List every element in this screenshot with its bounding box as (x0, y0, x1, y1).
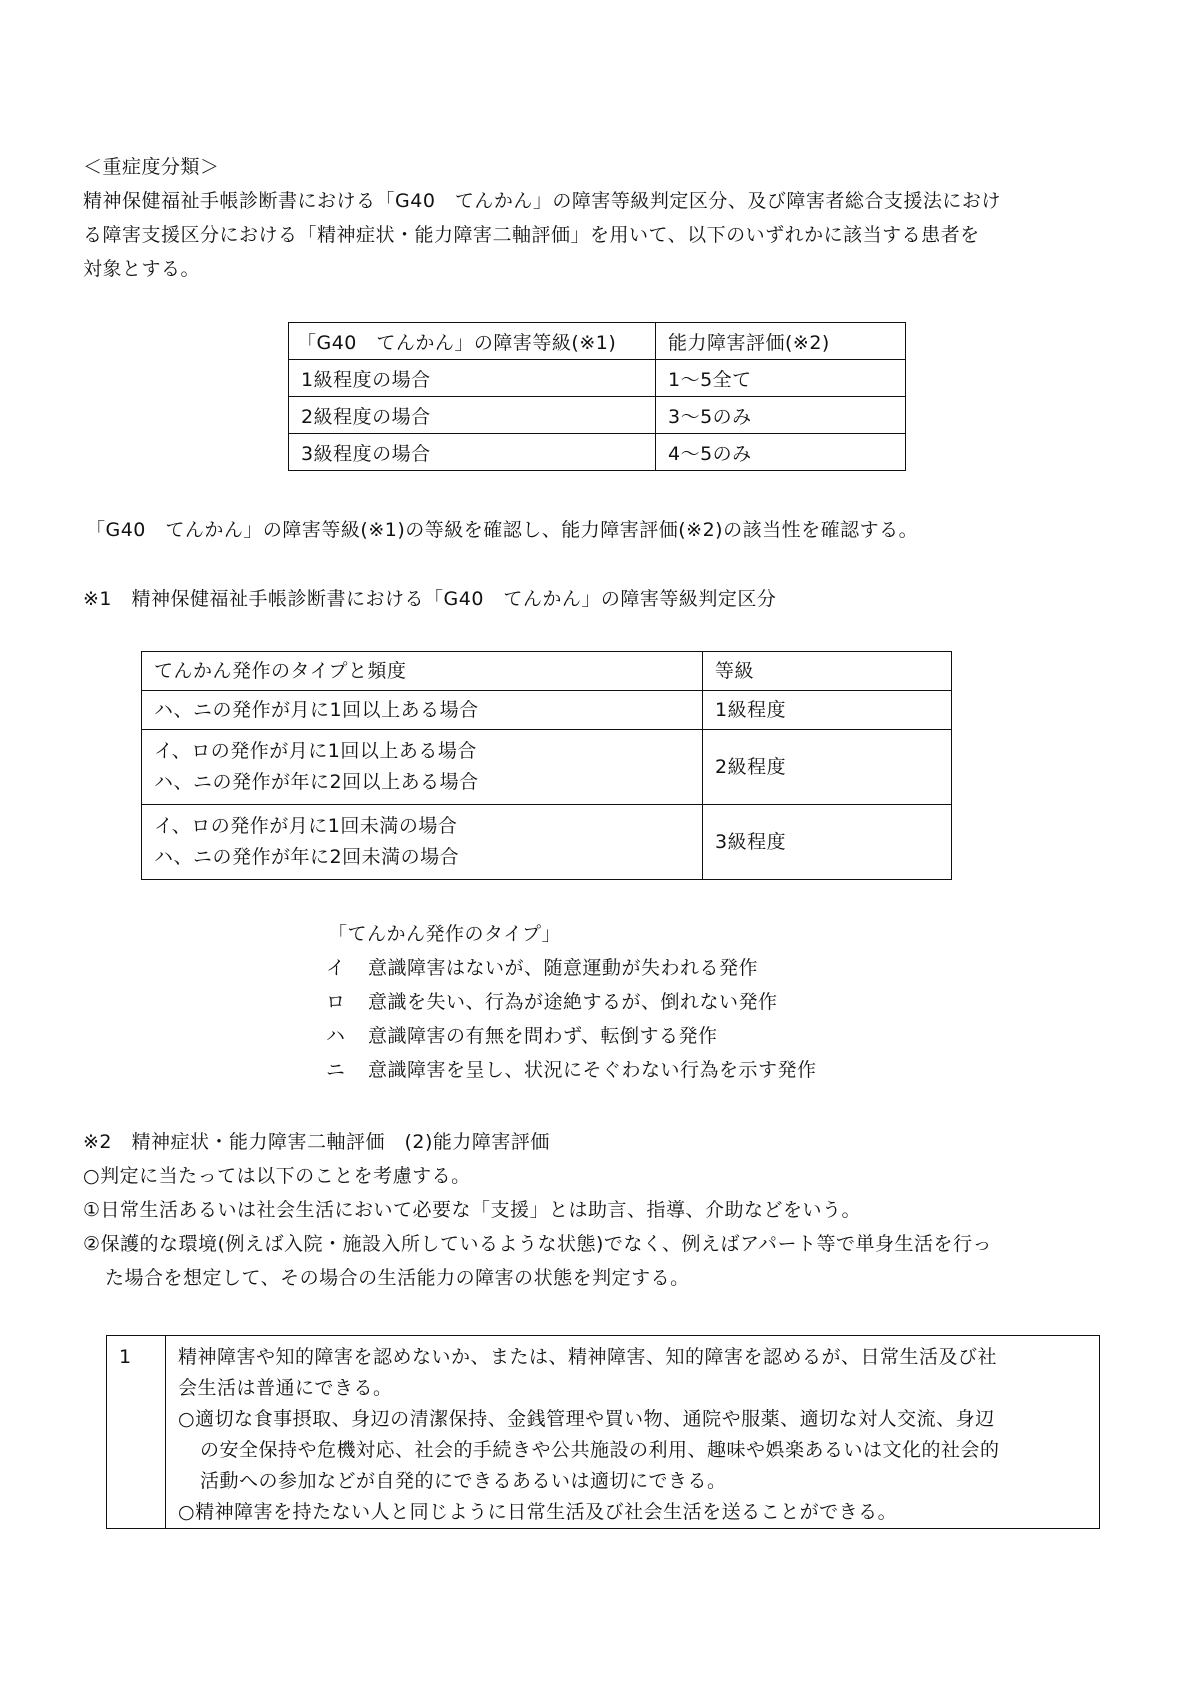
seizure-type-item (326, 951, 817, 985)
description-line: の安全保持や危機対応、社会的手続きや公共施設の利用、趣味や娯楽あるいは文化的社会的 (200, 1439, 1000, 1461)
table-cell: 3～5のみ (656, 397, 906, 434)
table-row (142, 805, 952, 880)
table-row (142, 730, 952, 805)
seizure-type-key: ニ (326, 1059, 346, 1081)
seizure-type-text: 意識障害を呈し、状況にそぐわない行為を示す発作 (368, 1059, 817, 1081)
intro-line: 精神保健福祉手帳診断書における「G40 てんかん」の障害等級判定区分、及び障害者総合支援法におけ (83, 190, 1001, 212)
table-cell: 1級程度 (703, 691, 952, 730)
note1-title: ※1 精神保健福祉手帳診断書における「G40 てんかん」の障害等級判定区分 (83, 588, 777, 610)
table-cell: 1～5全て (656, 360, 906, 397)
condition-line: イ、ロの発作が月に1回以上ある場合 (154, 740, 477, 762)
seizure-types-list (326, 951, 817, 1087)
table-cell: 1級程度の場合 (289, 360, 656, 397)
condition-line: イ、ロの発作が月に1回未満の場合 (154, 815, 458, 837)
table-header-row (142, 652, 952, 691)
description-line: 活動への参加などが自発的にできるあるいは適切にできる。 (200, 1470, 727, 1492)
note2-line: ①日常生活あるいは社会生活において必要な「支援」とは助言、指導、介助などをいう。 (83, 1199, 862, 1221)
description-line: ○適切な食事摂取、身辺の清潔保持、金銭管理や買い物、通院や服薬、適切な対人交流、身辺 (178, 1408, 995, 1430)
intro-paragraph (83, 184, 1001, 286)
section-heading: ＜重症度分類＞ (83, 156, 220, 178)
seizure-type-item (326, 1053, 817, 1087)
ability-evaluation-table (106, 1335, 1100, 1529)
condition-line: ハ、ニの発作が年に2回未満の場合 (154, 846, 460, 868)
seizure-type-key: ロ (326, 991, 346, 1013)
intro-line: る障害支援区分における「精神症状・能力障害二軸評価」を用いて、以下のいずれかに該当する患者を (83, 224, 980, 246)
level-cell: 1 (107, 1336, 166, 1529)
table-cell: 4～5のみ (656, 434, 906, 471)
table-cell: 3級程度の場合 (289, 434, 656, 471)
table-cell: 2級程度 (703, 730, 952, 805)
table-row (289, 360, 906, 397)
condition-line: ハ、ニの発作が月に1回以上ある場合 (154, 698, 479, 721)
seizure-types-title: 「てんかん発作のタイプ」 (328, 923, 562, 945)
table-row (289, 397, 906, 434)
seizure-type-item (326, 1019, 817, 1053)
seizure-type-key: ハ (326, 1025, 346, 1047)
condition-line: ハ、ニの発作が年に2回以上ある場合 (154, 771, 479, 793)
table-row (142, 691, 952, 730)
seizure-type-text: 意識障害の有無を問わず、転倒する発作 (368, 1025, 718, 1047)
confirm-note: 「G40 てんかん」の障害等級(※1)の等級を確認し、能力障害評価(※2)の該当性を確認する。 (86, 519, 919, 541)
table-header-cell: てんかん発作のタイプと頻度 (142, 652, 703, 691)
table-cell (142, 691, 703, 730)
note2-title: ※2 精神症状・能力障害二軸評価 (2)能力障害評価 (83, 1131, 550, 1153)
seizure-grade-table (141, 651, 952, 880)
seizure-type-key: イ (326, 957, 346, 979)
table-cell: 2級程度の場合 (289, 397, 656, 434)
table-cell (142, 805, 703, 880)
table-header-cell: 能力障害評価(※2) (656, 323, 906, 360)
note2-line: ②保護的な環境(例えば入院・施設入所しているような状態)でなく、例えばアパート等で単身生活を行っ (83, 1233, 992, 1255)
table-header-cell: 「G40 てんかん」の障害等級(※1) (289, 323, 656, 360)
description-line: 会生活は普通にできる。 (178, 1377, 393, 1399)
grade-ability-table (288, 322, 906, 471)
table-row (107, 1336, 1100, 1529)
note2-line: ○判定に当たっては以下のことを考慮する。 (83, 1165, 471, 1187)
seizure-type-text: 意識障害はないが、随意運動が失われる発作 (368, 957, 759, 979)
note2-section (83, 1125, 992, 1295)
table-row (289, 434, 906, 471)
intro-line: 対象とする。 (83, 258, 201, 280)
seizure-type-item (326, 985, 817, 1019)
description-line: 精神障害や知的障害を認めないか、または、精神障害、知的障害を認めるが、日常生活及び社 (178, 1346, 998, 1368)
description-cell (166, 1336, 1100, 1529)
note2-continuation: た場合を想定して、その場合の生活能力の障害の状態を判定する。 (105, 1267, 690, 1289)
seizure-type-text: 意識を失い、行為が途絶するが、倒れない発作 (368, 991, 778, 1013)
table-header-cell: 等級 (703, 652, 952, 691)
table-cell (142, 730, 703, 805)
table-cell: 3級程度 (703, 805, 952, 880)
description-line: ○精神障害を持たない人と同じように日常生活及び社会生活を送ることができる。 (178, 1501, 898, 1523)
table-header-row (289, 323, 906, 360)
